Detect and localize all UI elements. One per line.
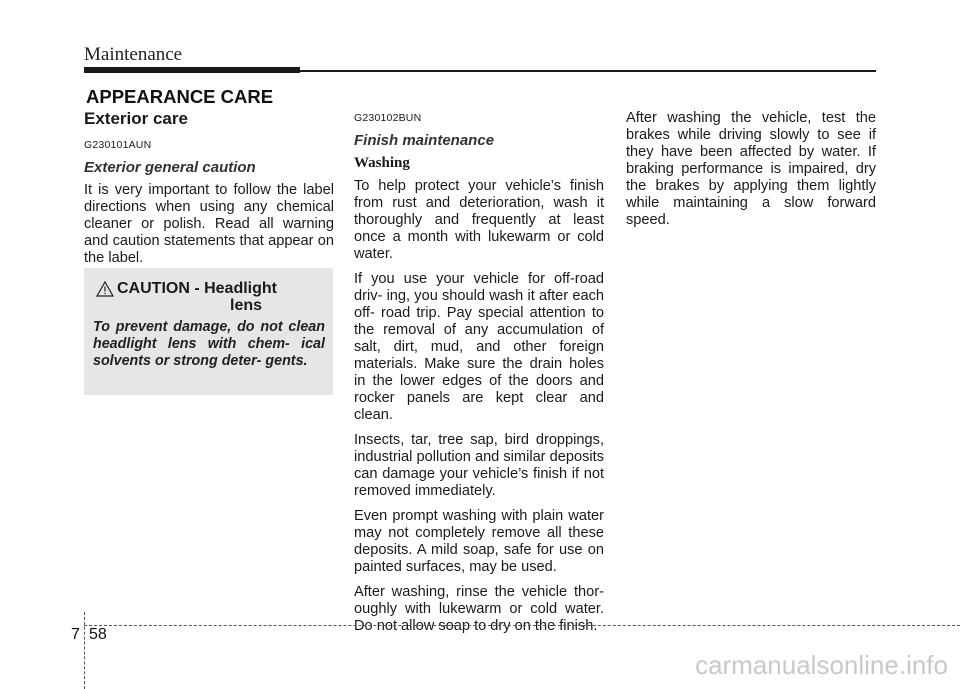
caution-text: To prevent damage, do not clean headlight lens with chem- ical solvents or strong deter- gents.	[93, 319, 325, 369]
header-rule-thin	[300, 70, 876, 72]
page-number: 58	[89, 626, 107, 643]
section-code: G230102BUN	[354, 112, 422, 124]
footer-divider	[84, 612, 85, 689]
caution-label-line2: lens	[230, 297, 263, 314]
paragraph: If you use your vehicle for off-road driv- ing, you should wash it after each off- road trip. Pay special attention to the removal of any accumulation of salt, dirt, mud, and other foreign materials. Make sure the drain holes in the lower edges of the doors and rocker panels are kept clear and clean.	[354, 271, 604, 423]
footer-rule	[84, 625, 960, 626]
paragraph: It is very important to follow the label directions when using any chemical cleaner or polish. Read all warning and caution statements that appear on the label.	[84, 182, 334, 266]
chapter-number: 7	[71, 626, 80, 643]
watermark: carmanualsonline.info	[695, 650, 948, 680]
paragraph: After washing, rinse the vehicle thor- oughly with lukewarm or cold water. Do not allow soap to dry on the finish.	[354, 584, 604, 634]
paragraph: After washing the vehicle, test the brakes while driving slowly to see if they have been affected by water. If braking performance is impaired, dry the brakes by applying them lightly while maintaining a slow forward speed.	[626, 110, 876, 228]
section-code: G230101AUN	[84, 139, 152, 151]
caution-box	[84, 268, 333, 395]
warning-triangle-icon	[96, 281, 114, 297]
section-title: APPEARANCE CARE	[86, 86, 274, 107]
exterior-care-heading: Exterior care	[84, 109, 188, 128]
subheading: Finish maintenance	[354, 132, 495, 149]
paragraph: To help protect your vehicle’s finish from rust and deterioration, wash it thoroughly and frequently at least once a month with lukewarm or cold water.	[354, 178, 604, 262]
paragraph: Insects, tar, tree sap, bird droppings, industrial pollution and similar deposits can damage your vehicle’s finish if not removed immediately.	[354, 432, 604, 499]
caution-label: CAUTION - Headlight	[117, 280, 277, 297]
column-right	[626, 110, 876, 237]
subheading: Exterior general caution	[84, 159, 256, 176]
column-left	[84, 110, 334, 275]
paragraph: Even prompt washing with plain water may not completely remove all these deposits. A mild soap, safe for use on painted surfaces, may be used.	[354, 508, 604, 575]
column-middle	[354, 110, 604, 643]
minor-heading: Washing	[354, 155, 410, 171]
page-header-title: Maintenance	[84, 44, 183, 65]
header-rule-thick	[84, 67, 300, 73]
